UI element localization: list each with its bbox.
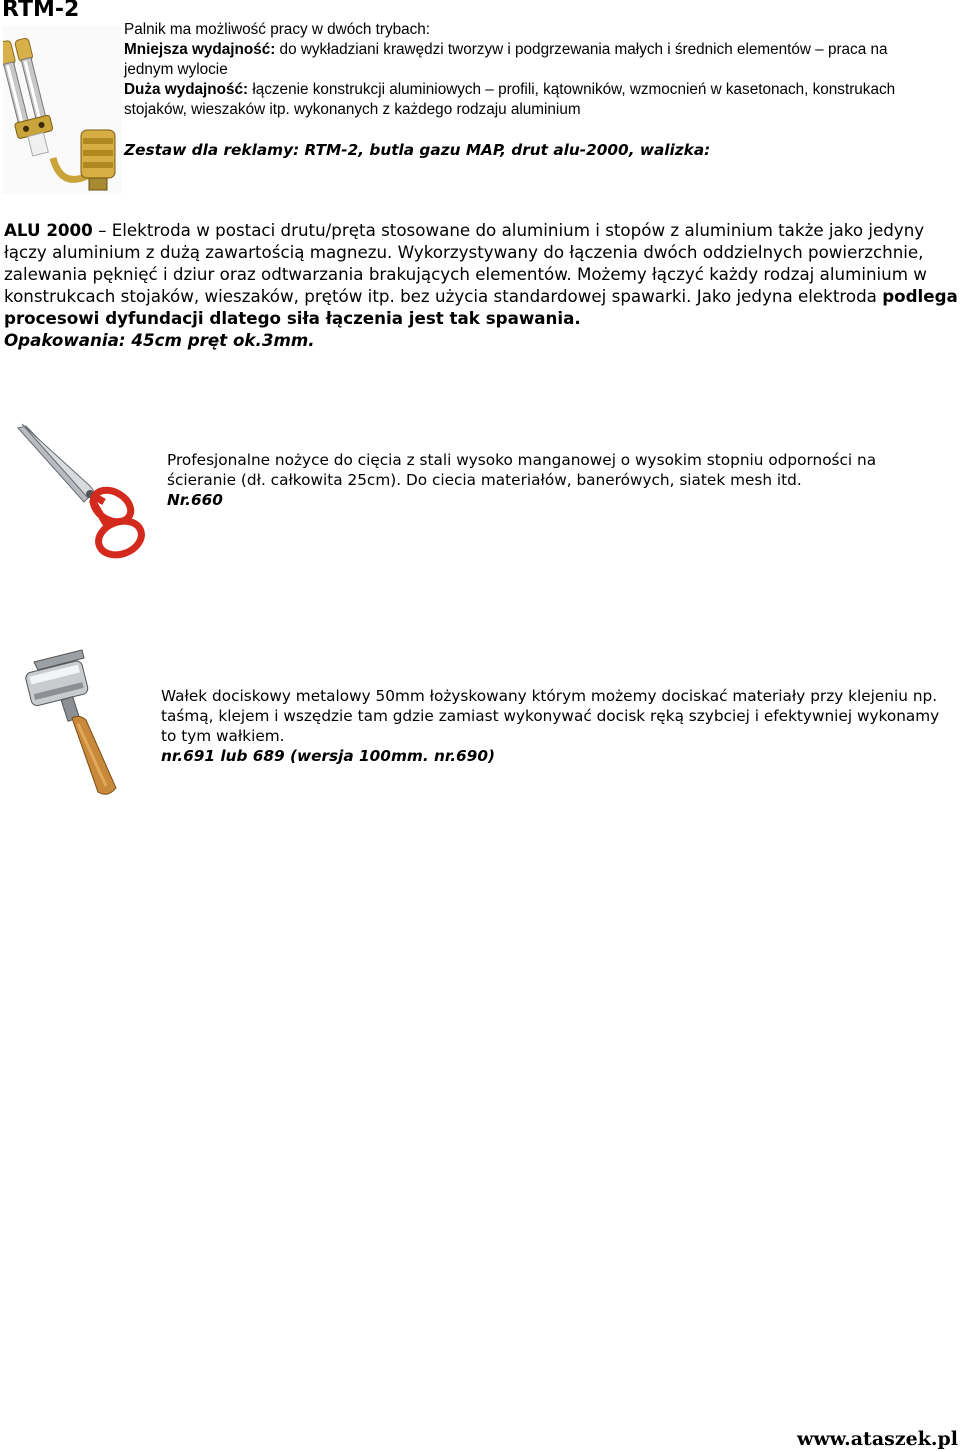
- torch-description: [124, 20, 924, 120]
- website-link[interactable]: www.ataszek.pl: [796, 1428, 958, 1450]
- alu-packaging: Opakowania: 45cm pręt ok.3mm.: [4, 330, 315, 350]
- page-title: RTM-2: [2, 0, 80, 22]
- scissors-description: [167, 450, 947, 510]
- mode-high-label: Duża wydajność:: [124, 81, 249, 98]
- mode-high-text: łączenie konstrukcji aluminiowych – profili, kątowników, wzmocnień w kasetonach, konstrukach stojaków, wieszaków itp. wykonanych z każdego rodzaju aluminium: [124, 81, 896, 118]
- alu-name: ALU 2000: [4, 220, 93, 240]
- pressure-roller-icon: [24, 648, 134, 798]
- alu-description: [4, 219, 959, 351]
- mode-low-text: do wykładziani krawędzi tworzyw i podgrzewania małych i średnich elementów – praca na jednym wylocie: [124, 41, 888, 78]
- mode-low-output: [124, 40, 924, 80]
- torch-intro: Palnik ma możliwość pracy w dwóch trybach:: [124, 21, 431, 38]
- roller-description: [161, 686, 941, 766]
- scissors-nr: Nr.660: [167, 491, 223, 509]
- mode-high-output: [124, 80, 924, 120]
- mode-low-label: Mniejsza wydajność:: [124, 41, 276, 58]
- alu-text-bold: podlega procesowi dyfundacji dlatego siła łączenia jest tak spawania.: [4, 286, 958, 328]
- gas-torch-icon: [3, 26, 121, 194]
- roller-text: Wałek dociskowy metalowy 50mm łożyskowany którym możemy dociskać materiały przy klejeniu np. taśmą, klejem i wszędzie tam gdzie zamiast wykonywać docisk ręką szybciej i efektywniej wykonamy to tym wałkiem.: [161, 687, 940, 745]
- scissors-icon: [14, 420, 154, 560]
- scissors-text: Profesjonalne nożyce do cięcia z stali wysoko manganowej o wysokim stopniu odporności na ścieranie (dł. całkowita 25cm). Do ciecia materiałów, banerówych, siatek mesh itd.: [167, 451, 877, 489]
- kit-contents: Zestaw dla reklamy: RTM-2, butla gazu MAP, drut alu-2000, walizka:: [124, 141, 711, 159]
- roller-nr: nr.691 lub 689 (wersja 100mm. nr.690): [161, 747, 495, 765]
- alu-text: – Elektroda w postaci drutu/pręta stosowane do aluminium i stopów z aluminium także jako jedyny łączy aluminium z dużą zawartością magnezu. Wykorzystywany do łączenia dwóch oddzielnych powierzchnie, zalewania pęknięć i dziur oraz odtwarzania brakujących elementów. Możemy łączyć każdy rodzaj aluminium w konstrukcach stojaków, wieszaków, prętów itp. bez użycia standardowej spawarki. Jako jedyna elektroda: [4, 220, 927, 306]
